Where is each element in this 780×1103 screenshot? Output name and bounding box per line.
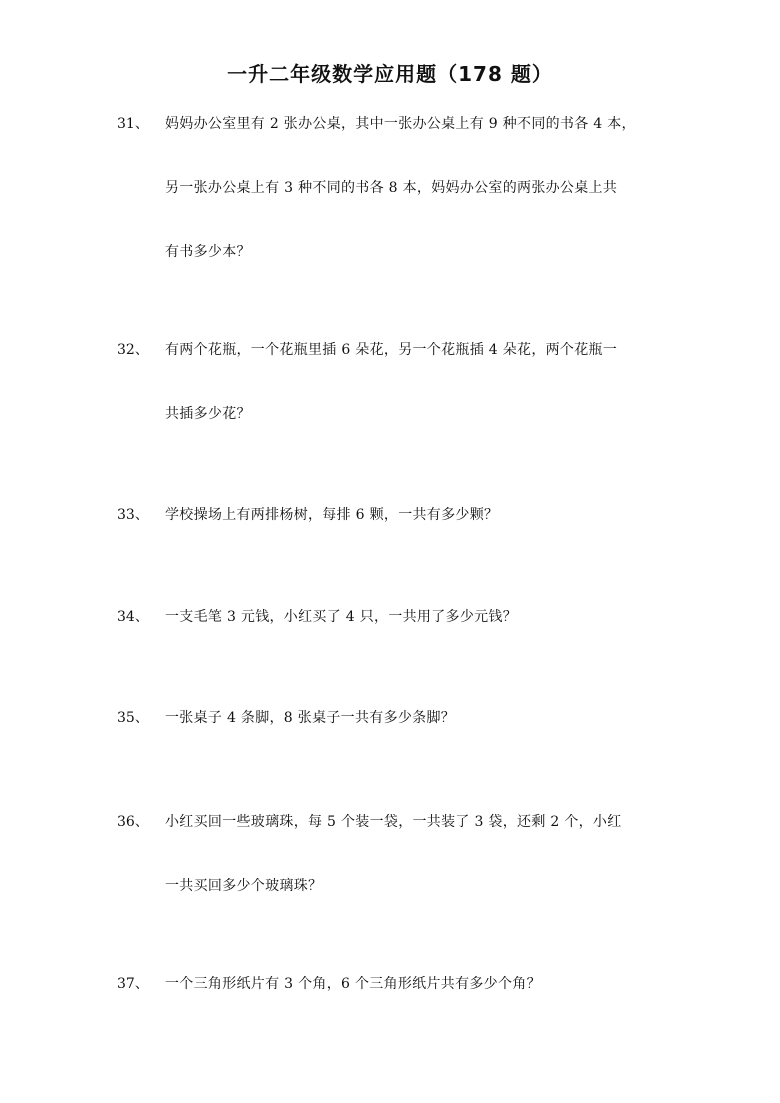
problem-number: 37、 (117, 976, 149, 992)
problem-number: 35、 (117, 710, 149, 726)
problem-number: 36、 (117, 814, 149, 830)
problem-text-line: 共插多少花？ (165, 406, 251, 422)
problem-text-line: 有书多少本？ (165, 244, 251, 260)
problem-number: 31、 (117, 116, 149, 132)
problem-text-line: 小红买回一些玻璃珠，每 5 个装一袋，一共装了 3 袋，还剩 2 个，小红 (165, 814, 622, 830)
problem-text-line: 另一张办公桌上有 3 种不同的书各 8 本，妈妈办公室的两张办公桌上共 (165, 180, 618, 196)
page-title: 一升二年级数学应用题（178 题） (227, 62, 553, 86)
problem-text-line: 一支毛笔 3 元钱，小红买了 4 只，一共用了多少元钱？ (165, 609, 518, 625)
problem-text-line: 一共买回多少个玻璃珠？ (165, 878, 323, 894)
problem-number: 33、 (117, 507, 149, 523)
problem-number: 32、 (117, 342, 149, 358)
problem-text-line: 一张桌子 4 条脚，8 张桌子一共有多少条脚？ (165, 710, 456, 726)
problem-number: 34、 (117, 609, 149, 625)
problem-text-line: 一个三角形纸片有 3 个角，6 个三角形纸片共有多少个角？ (165, 976, 541, 992)
problem-text-line: 学校操场上有两排杨树，每排 6 颗，一共有多少颗？ (165, 507, 499, 523)
problem-text-line: 有两个花瓶，一个花瓶里插 6 朵花，另一个花瓶插 4 朵花，两个花瓶一 (165, 342, 618, 358)
problem-text-line: 妈妈办公室里有 2 张办公桌，其中一张办公桌上有 9 种不同的书各 4 本， (165, 116, 636, 132)
